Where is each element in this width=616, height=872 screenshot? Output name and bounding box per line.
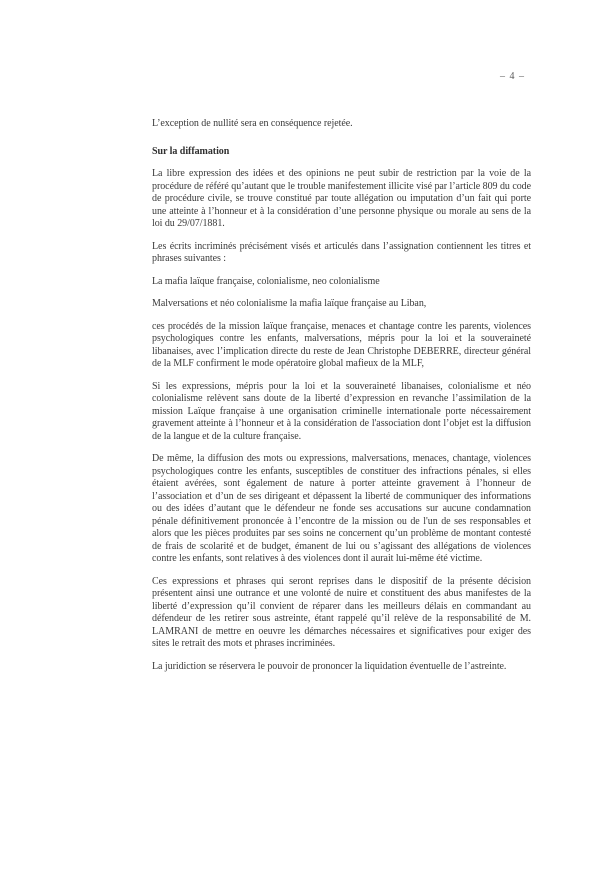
paragraph-de-meme-diffusion: De même, la diffusion des mots ou expressions, malversations, menaces, chantage, violences psychologiques contre les enfants, susceptibles de constituer des infractions pénales, si elles étaient avérées, sont également de nature à porter atteinte gravement à l’honneur de l’association et d’un de ses dirigeant et dépassent la liberté de communiquer des informations ou des idées d’autant que le défendeur ne fonde ses accusations sur aucune condamnation pénale définitivement prononcée à l’encontre de la mission ou de l'un de ses responsables et alors que les pièces produites par ses soins ne concernent qu’un problème de montant contesté de frais de scolarité et de budget, émanent de lui ou s’agissant des allégations de violences contre les enfants, sont relatives à des violences dont il aurait lui-même été victime.: [152, 453, 531, 564]
section-heading-diffamation: Sur la diffamation: [152, 145, 230, 157]
document-body: [152, 118, 531, 683]
paragraph-si-les-expressions: Si les expressions, mépris pour la loi et la souveraineté libanaises, colonialisme et néo colonialisme relèvent sans doute de la liberté d’expression en revanche l’assimilation de la mission Laïque française à une organisation criminelle internationale porte nécessairement gravement atteinte à l’honneur et à la considération de l'association dont l’objet est la diffusion de la langue et de la culture française.: [152, 380, 531, 442]
paragraph-procedes-mission: ces procédés de la mission laïque française, menaces et chantage contre les parents, violences psychologiques contre les enfants, malversations, mépris pour la loi et la souveraineté libanaises, avec l’implication directe du reste de Jean Christophe DEBERRE, directeur général de la MLF confirment le mode opératoire global mafieux de la MLF,: [152, 320, 531, 369]
paragraph-titre-mafia-laique: La mafia laïque française, colonialisme, neo colonialisme: [152, 275, 380, 287]
page-number: – 4 –: [500, 71, 525, 82]
paragraph-ces-expressions-dispositif: Ces expressions et phrases qui seront reprises dans le dispositif de la présente décision présentent ainsi une outrance et une volonté de nuire et constituent des abus manifestes de la liberté d’expression qu’il convient de réparer dans les meilleurs délais en commandant au défendeur de les retirer sous astreinte, étant rappelé qu’il relève de la responsabilité de M. LAMRANI de mettre en oeuvre les démarches nécessaires et significatives pour exiger des sites le retrait des mots et phrases incriminées.: [152, 575, 531, 649]
paragraph-titre-malversations: Malversations et néo colonialisme la mafia laïque française au Liban,: [152, 298, 427, 309]
paragraph-libre-expression: La libre expression des idées et des opinions ne peut subir de restriction par la voie de la procédure de référé qu’autant que le trouble manifestement illicite visé par l’article 809 du code de procédure civile, se trouve constitué par toute allégation ou imputation d’un fait qui porte une atteinte à l’honneur et à la considération d’une personne physique ou morale au sens de la loi du 29/07/1881.: [152, 168, 531, 229]
paragraph-ecrits-incrimines: Les écrits incriminés précisément visés et articulés dans l’assignation contiennent les titres et phrases suivantes :: [152, 240, 531, 264]
paragraph-juridiction-astreinte: La juridiction se réservera le pouvoir de prononcer la liquidation éventuelle de l’astreinte.: [152, 660, 507, 672]
paragraph-exception-nullite: L’exception de nullité sera en conséquence rejetée.: [152, 118, 353, 129]
